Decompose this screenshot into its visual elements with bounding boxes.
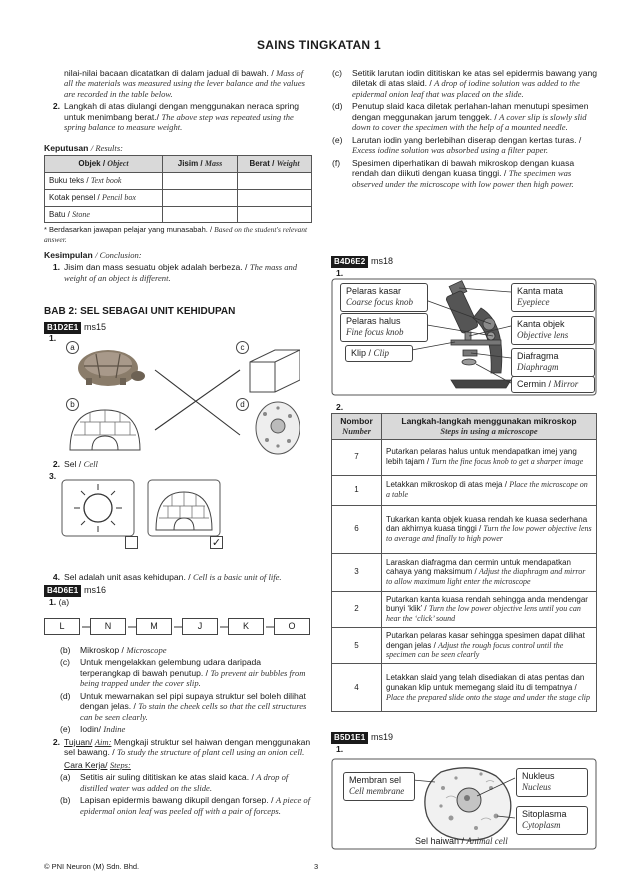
question-3-number: 3. (49, 471, 57, 481)
step-d: (d) Penutup slaid kaca diletak perlahan-lahan menutupi spesimen dengan meggunakan jarum tenggek. / A cover slip is slowly slid down to cover the specimen with the help of a mounted needle. (332, 101, 589, 133)
page-title: SAINS TINGKATAN 1 (257, 38, 381, 52)
tag-ms15: B1D2E1 ms15 (44, 322, 106, 334)
label-d: d (236, 398, 249, 411)
chapter-title: BAB 2: SEL SEBAGAI UNIT KEHIDUPAN (44, 306, 236, 317)
intro-paragraph: nilai-nilai bacaan dicatatkan di dalam jadual di bawah. / Mass of all the materials was measured using the lever balance and the values are recorded in the table below. (64, 68, 305, 99)
label-objective: Kanta objek Objective lens (511, 316, 595, 345)
cell-question-number: 1. (336, 744, 344, 754)
label-mirror: Cermin / Mirror (511, 376, 595, 393)
table-row: 4 Letakkan slaid yang telah disediakan di atas pentas dan gunakan klip untuk memegang slaid itu di tempatnya / Place the prepared slide onto the stage and under the stage clip (332, 664, 597, 712)
label-c: c (236, 341, 249, 354)
table-row: 3 Laraskan diafragma dan cermin untuk mendapatkan cahaya yang maksimum / Adjust the diaphragm and mirror to allow maximum light enter the microscope (332, 553, 597, 591)
section-1-label: 1. (a) (49, 597, 70, 607)
block-icon (250, 350, 300, 392)
right-steps (330, 68, 598, 191)
tag-ms19: B5D1E1 ms19 (331, 732, 393, 744)
table-row: 1 Letakkan mikroskop di atas meja / Place the microscope on a table (332, 475, 597, 505)
step-f: (f) Spesimen diperhatikan di bawah mikroskop dengan kuasa rendah dan diikuti dengan kuasa tinggi. / The specimen was observed under the microscope with low power then high power. (332, 157, 575, 189)
label-a: a (66, 341, 79, 354)
flow-step: N (90, 618, 126, 635)
checkbox-igloo: ✓ (211, 537, 222, 549)
step-a: (a) Setitis air suling dititiskan ke atas slaid kaca. / A drop of distilled water was added on the slide. (60, 772, 289, 793)
table-row: 7 Putarkan pelaras halus untuk mendapatkan imej yang lebih tajam / Turn the fine focus knob to get a sharper image (332, 439, 597, 475)
results-table (44, 155, 312, 223)
label-diaphragm: Diafragma Diaphragm (511, 348, 595, 377)
tag-ms16: B4D6E1 ms16 (44, 585, 106, 597)
animal-cell-icon (425, 768, 511, 840)
col-steps: Langkah-langkah menggunakan mikroskop Steps in using a microscope (382, 414, 597, 440)
label-coarse-focus: Pelaras kasar Coarse focus knob (340, 283, 428, 312)
step-e: (e) Larutan iodin yang berlebihan diserap dengan kertas turas. / Excess iodine solution was absorbed using a filter paper. (332, 134, 582, 156)
question-4: 4. Sel adalah unit asas kehidupan. / Cell is a basic unit of life. (52, 572, 282, 583)
label-cell-membrane: Membran sel Cell membrane (343, 772, 415, 801)
table-row: Buku teks / Text book (45, 173, 312, 190)
label-eyepiece: Kanta mata Eyepiece (511, 283, 595, 312)
page-number: 3 (314, 862, 319, 871)
table-row: Kotak pensel / Pencil box (45, 189, 312, 206)
section-1-answers (44, 645, 312, 818)
tortoise-icon (78, 350, 145, 386)
col-object: Objek / Object (45, 156, 163, 173)
answer-e: (e) Iodin/ Indine (60, 724, 126, 735)
matching-diagram (60, 340, 300, 460)
label-clip: Klip / Clip (345, 345, 413, 362)
col-mass: Jisim / Mass (163, 156, 238, 173)
results-heading: Keputusan / Results: (44, 142, 124, 153)
step-b: (b) Lapisan epidermis bawang dikupil dengan forsep. / A piece of epidermal onion leaf was peeled off with a pair of forceps. (60, 795, 311, 816)
left-column (44, 68, 312, 285)
col-weight: Berat / Weight (238, 156, 312, 173)
step-c: (c) Setitik larutan iodin dititiskan ke atas sel epidermis bawang yang diletak di atas slaid. / A drop of iodine solution was added to the epidermal onion leaf that was placed on the slide. (332, 68, 598, 99)
checkbox-sun (125, 536, 138, 549)
flow-step: K (228, 618, 264, 635)
table-row: 5 Putarkan pelaras kasar sehingga spesimen dapat dilihat dengan jelas / Adjust the rough focus control until the specimen can be seen clearly (332, 627, 597, 663)
label-nucleus: Nukleus Nucleus (516, 768, 588, 797)
conclusion-heading: Kesimpulan / Conclusion: (44, 249, 142, 260)
cell-caption: Sel haiwan / Animal cell (415, 836, 508, 846)
flow-step: O (274, 618, 310, 635)
table-note: * Berdasarkan jawapan pelajar yang munasabah. / Based on the student's relevant answer. (44, 225, 308, 244)
label-fine-focus: Pelaras halus Fine focus knob (340, 313, 428, 342)
table-row: 2 Putarkan kanta kuasa rendah sehingga anda mendengar bunyi ‘klik’ / Turn the low power objective lens until you can hear the ‘click’ sound (332, 591, 597, 627)
match-line (155, 370, 240, 435)
question-aim: 2. Tujuan/ Aim: Mengkaji struktur sel haiwan dengan menggunakan sel bawang. / To study the structure of plant cell using an onion cell. (52, 736, 311, 758)
question-1-number: 1. (49, 333, 57, 343)
label-cytoplasm: Sitoplasma Cytoplasm (516, 806, 588, 835)
flow-step: M (136, 618, 172, 635)
flow-step: J (182, 618, 218, 635)
microscope-steps-table (331, 413, 597, 712)
col-number: Nombor Number (332, 414, 382, 440)
steps-heading: Cara Kerja/ Steps: (64, 759, 131, 770)
match-line (155, 370, 240, 430)
steps-question-number: 2. (336, 402, 344, 412)
table-row: 6 Tukarkan kanta objek kuasa rendah ke kuasa sederhana dan akhirnya kuasa tinggi / Turn the low power objective lens to average and finally to high power (332, 505, 597, 553)
tag-ms18: B4D6E2 ms18 (331, 256, 393, 268)
item-2: 2. Langkah di atas diulangi dengan menggunakan neraca spring untuk menimbang berat./ The above step was repeated using the spring balance to measure weight. (52, 101, 300, 133)
answer-c: (c) Untuk mengelakkan gelembung udara daripada terperangkap di bawah penutup. / To prevent air bubbles from being trapped under the cover slip. (60, 657, 306, 689)
micro-question-number: 1. (336, 268, 344, 278)
table-row: Batu / Stone (45, 206, 312, 223)
flow-arrows (44, 617, 312, 637)
igloo-icon (70, 410, 140, 450)
answer-d: (d) Untuk mewarnakan sel pipi supaya struktur sel boleh dilihat dengan jelas. / To stain the cheek cells so that the cell structures can be seen clearly. (60, 690, 307, 722)
flow-step: L (44, 618, 80, 635)
question-2: 2. Sel / Cell (52, 459, 98, 469)
conclusion-1: 1. Jisim dan mass sesuatu objek adalah berbeza. / The mass and weight of an object is different. (52, 262, 298, 283)
label-b: b (66, 398, 79, 411)
cell-icon (256, 402, 300, 454)
copyright: © PNI Neuron (M) Sdn. Bhd. (44, 862, 140, 871)
answer-b: (b) Mikroskop / Microscope (60, 645, 167, 655)
